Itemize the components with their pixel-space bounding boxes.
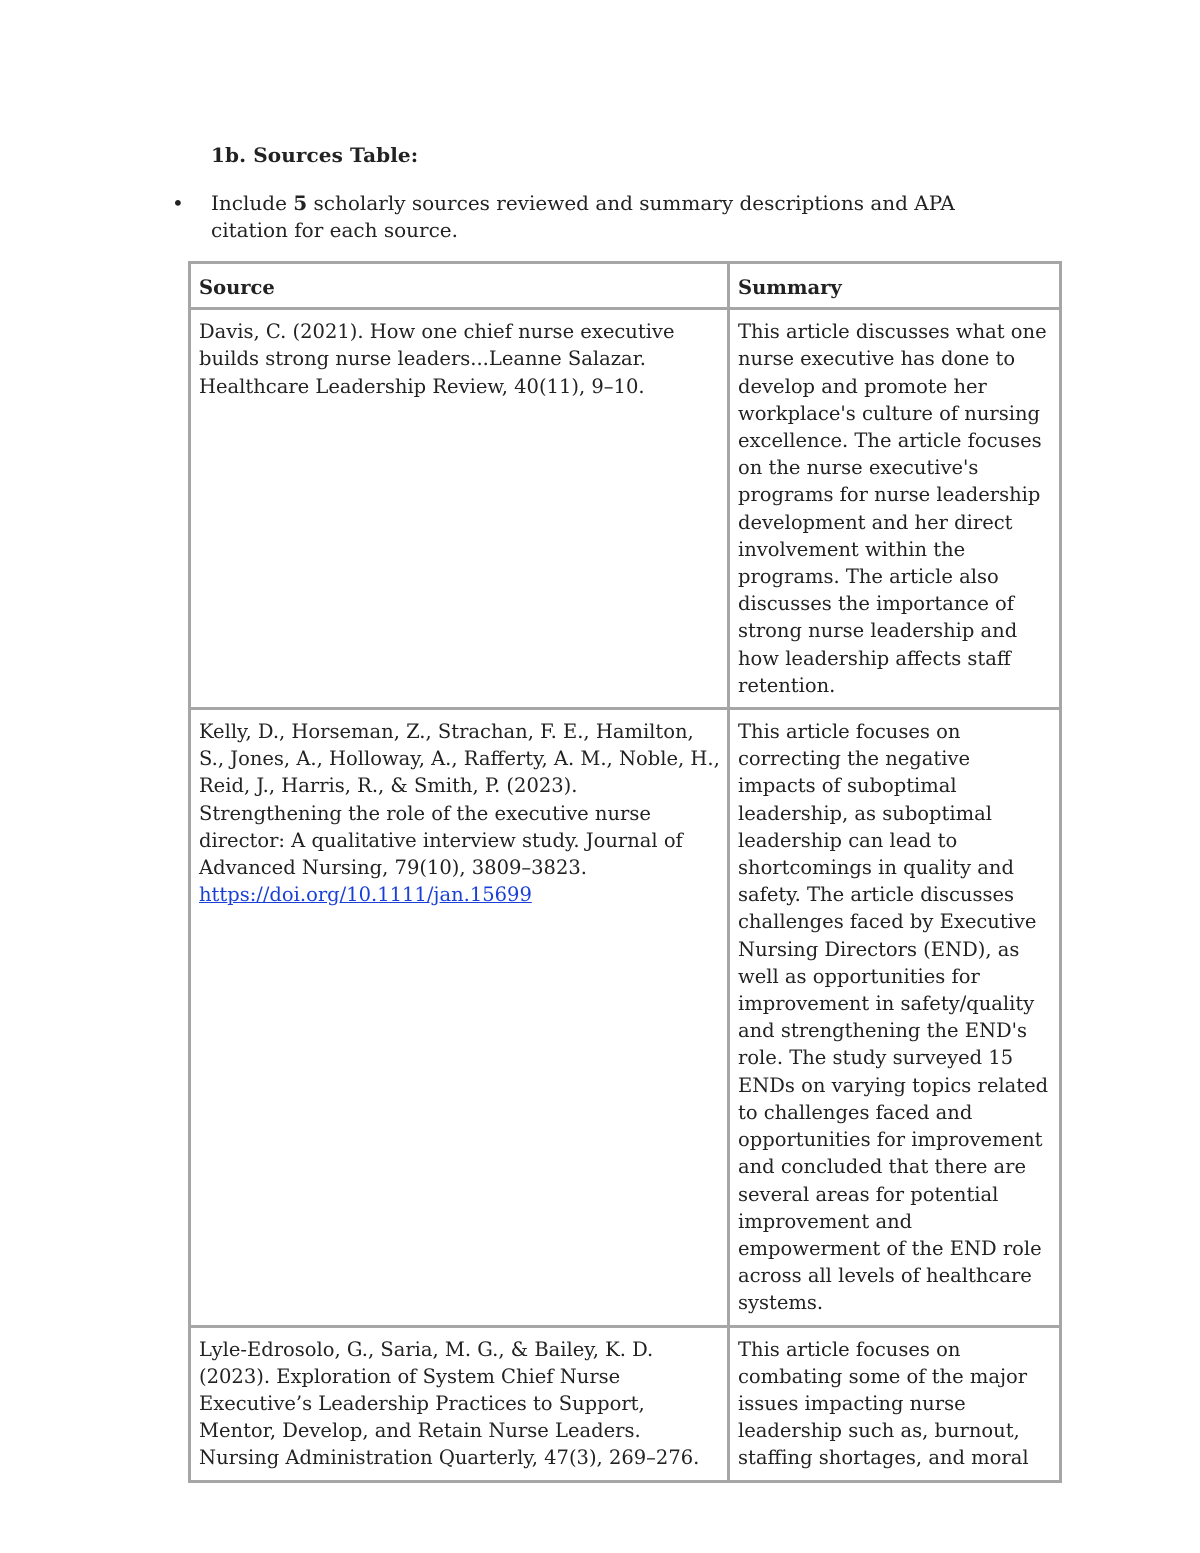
instruction-prefix: Include (211, 191, 287, 215)
bullet-dot-icon: • (172, 191, 184, 215)
summary-cell: This article discusses what one nurse executive has done to develop and promote her workplace's culture of nursing excellence. The article focuses on the nurse executive's programs for nurse leadership development and her direct involvement within the programs. The article also discusses the importance of strong nurse leadership and how leadership affects staff retention. (729, 309, 1061, 709)
table-row (190, 1326, 1061, 1481)
instruction-text (211, 190, 1031, 244)
instruction-count: 5 (293, 191, 308, 215)
table-header-row (190, 263, 1061, 309)
sources-table (188, 261, 1062, 1483)
table-row (190, 309, 1061, 709)
table-row (190, 709, 1061, 1326)
instruction-suffix: scholarly sources reviewed and summary descriptions and APA citation for each source. (211, 191, 955, 242)
doi-link[interactable]: https://doi.org/10.1111/jan.15699 (199, 883, 532, 907)
source-cell: Lyle-Edrosolo, G., Saria, M. G., & Bailey, K. D. (2023). Exploration of System Chief Nurse Executive’s Leadership Practices to Support, Mentor, Develop, and Retain Nurse Leaders. Nursing Administration Quarterly, 47(3), 269–276. (190, 1326, 729, 1481)
column-header-summary: Summary (729, 263, 1061, 309)
source-cell: Davis, C. (2021). How one chief nurse executive builds strong nurse leaders...Leanne Salazar. Healthcare Leadership Review, 40(11), 9–10. (190, 309, 729, 709)
summary-cell: This article focuses on combating some of the major issues impacting nurse leadership such as, burnout, staffing shortages, and moral (729, 1326, 1061, 1481)
source-citation-text: Kelly, D., Horseman, Z., Strachan, F. E., Hamilton, S., Jones, A., Holloway, A., Rafferty, A. M., Noble, H., Reid, J., Harris, R., & Smith, P. (2023). Strengthening the role of the executive nurse director: A qualitative interview study. Journal of Advanced Nursing, 79(10), 3809–3823. (199, 720, 720, 880)
section-heading: 1b. Sources Table: (211, 143, 419, 167)
summary-cell: This article focuses on correcting the negative impacts of suboptimal leadership, as suboptimal leadership can lead to shortcomings in quality and safety. The article discusses challenges faced by Executive Nursing Directors (END), as well as opportunities for improvement in safety/quality and strengthening the END's role. The study surveyed 15 ENDs on varying topics related to challenges faced and opportunities for improvement and concluded that there are several areas for potential improvement and empowerment of the END role across all levels of healthcare systems. (729, 709, 1061, 1326)
column-header-source: Source (190, 263, 729, 309)
source-cell (190, 709, 729, 1326)
